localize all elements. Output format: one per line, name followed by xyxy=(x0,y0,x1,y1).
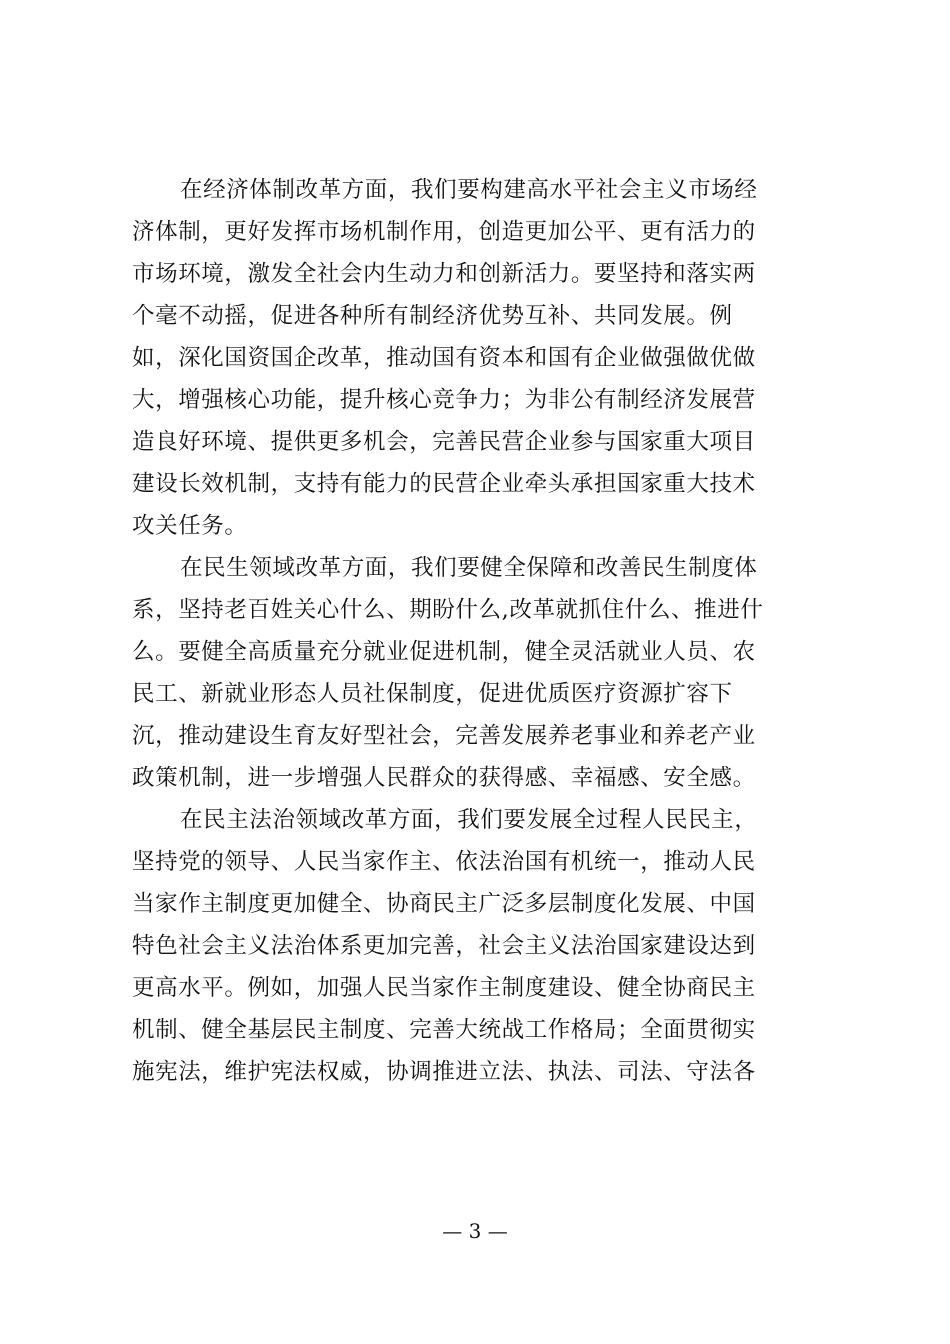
text-line: 如，深化国资国企改革，推动国有资本和国有企业做强做优做 xyxy=(132,345,756,371)
text-line: 当家作主制度更加健全、协商民主广泛多层制度化发展、中国 xyxy=(132,891,756,917)
text-line: 机制、健全基层民主制度、完善大统战工作格局；全面贯彻实 xyxy=(132,1017,756,1043)
text-line: 么。要健全高质量充分就业促进机制，健全灵活就业人员、农 xyxy=(132,639,756,665)
text-line: 坚持党的领导、人民当家作主、依法治国有机统一，推动人民 xyxy=(132,849,756,875)
text-line: 攻关任务。 xyxy=(132,513,248,539)
text-line: 在民主法治领域改革方面，我们要发展全过程人民民主， xyxy=(180,807,758,833)
text-line: 特色社会主义法治体系更加完善，社会主义法治国家建设达到 xyxy=(132,933,756,959)
text-line: 济体制，更好发挥市场机制作用，创造更加公平、更有活力的 xyxy=(132,219,756,245)
text-line: 建设长效机制，支持有能力的民营企业牵头承担国家重大技术 xyxy=(132,471,756,497)
paragraph-economic-reform xyxy=(132,169,832,547)
page-number: — 3 — xyxy=(442,1219,508,1243)
paragraph-democracy-rule-of-law-reform xyxy=(132,799,832,1093)
text-line: 民工、新就业形态人员社保制度，促进优质医疗资源扩容下 xyxy=(132,681,733,707)
text-line: 在民生领域改革方面，我们要健全保障和改善民生制度体 xyxy=(180,555,758,581)
body-text xyxy=(132,169,832,1093)
text-line: 更高水平。例如，加强人民当家作主制度建设、健全协商民主 xyxy=(132,975,756,1001)
text-line: 在经济体制改革方面，我们要构建高水平社会主义市场经 xyxy=(180,177,758,203)
paragraph-livelihood-reform xyxy=(132,547,832,799)
text-line: 沉，推动建设生育友好型社会，完善发展养老事业和养老产业 xyxy=(132,723,756,749)
text-line: 大，增强核心功能，提升核心竞争力；为非公有制经济发展营 xyxy=(132,387,756,413)
text-line: 市场环境，激发全社会内生动力和创新活力。要坚持和落实两 xyxy=(132,261,756,287)
text-line: 政策机制，进一步增强人民群众的获得感、幸福感、安全感。 xyxy=(132,765,756,791)
text-line: 造良好环境、提供更多机会，完善民营企业参与国家重大项目 xyxy=(132,429,756,455)
text-line: 系，坚持老百姓关心什么、期盼什么,改革就抓住什么、推进什 xyxy=(132,597,764,623)
text-line: 个毫不动摇，促进各种所有制经济优势互补、共同发展。例 xyxy=(132,303,733,329)
text-line: 施宪法，维护宪法权威，协调推进立法、执法、司法、守法各 xyxy=(132,1059,756,1085)
